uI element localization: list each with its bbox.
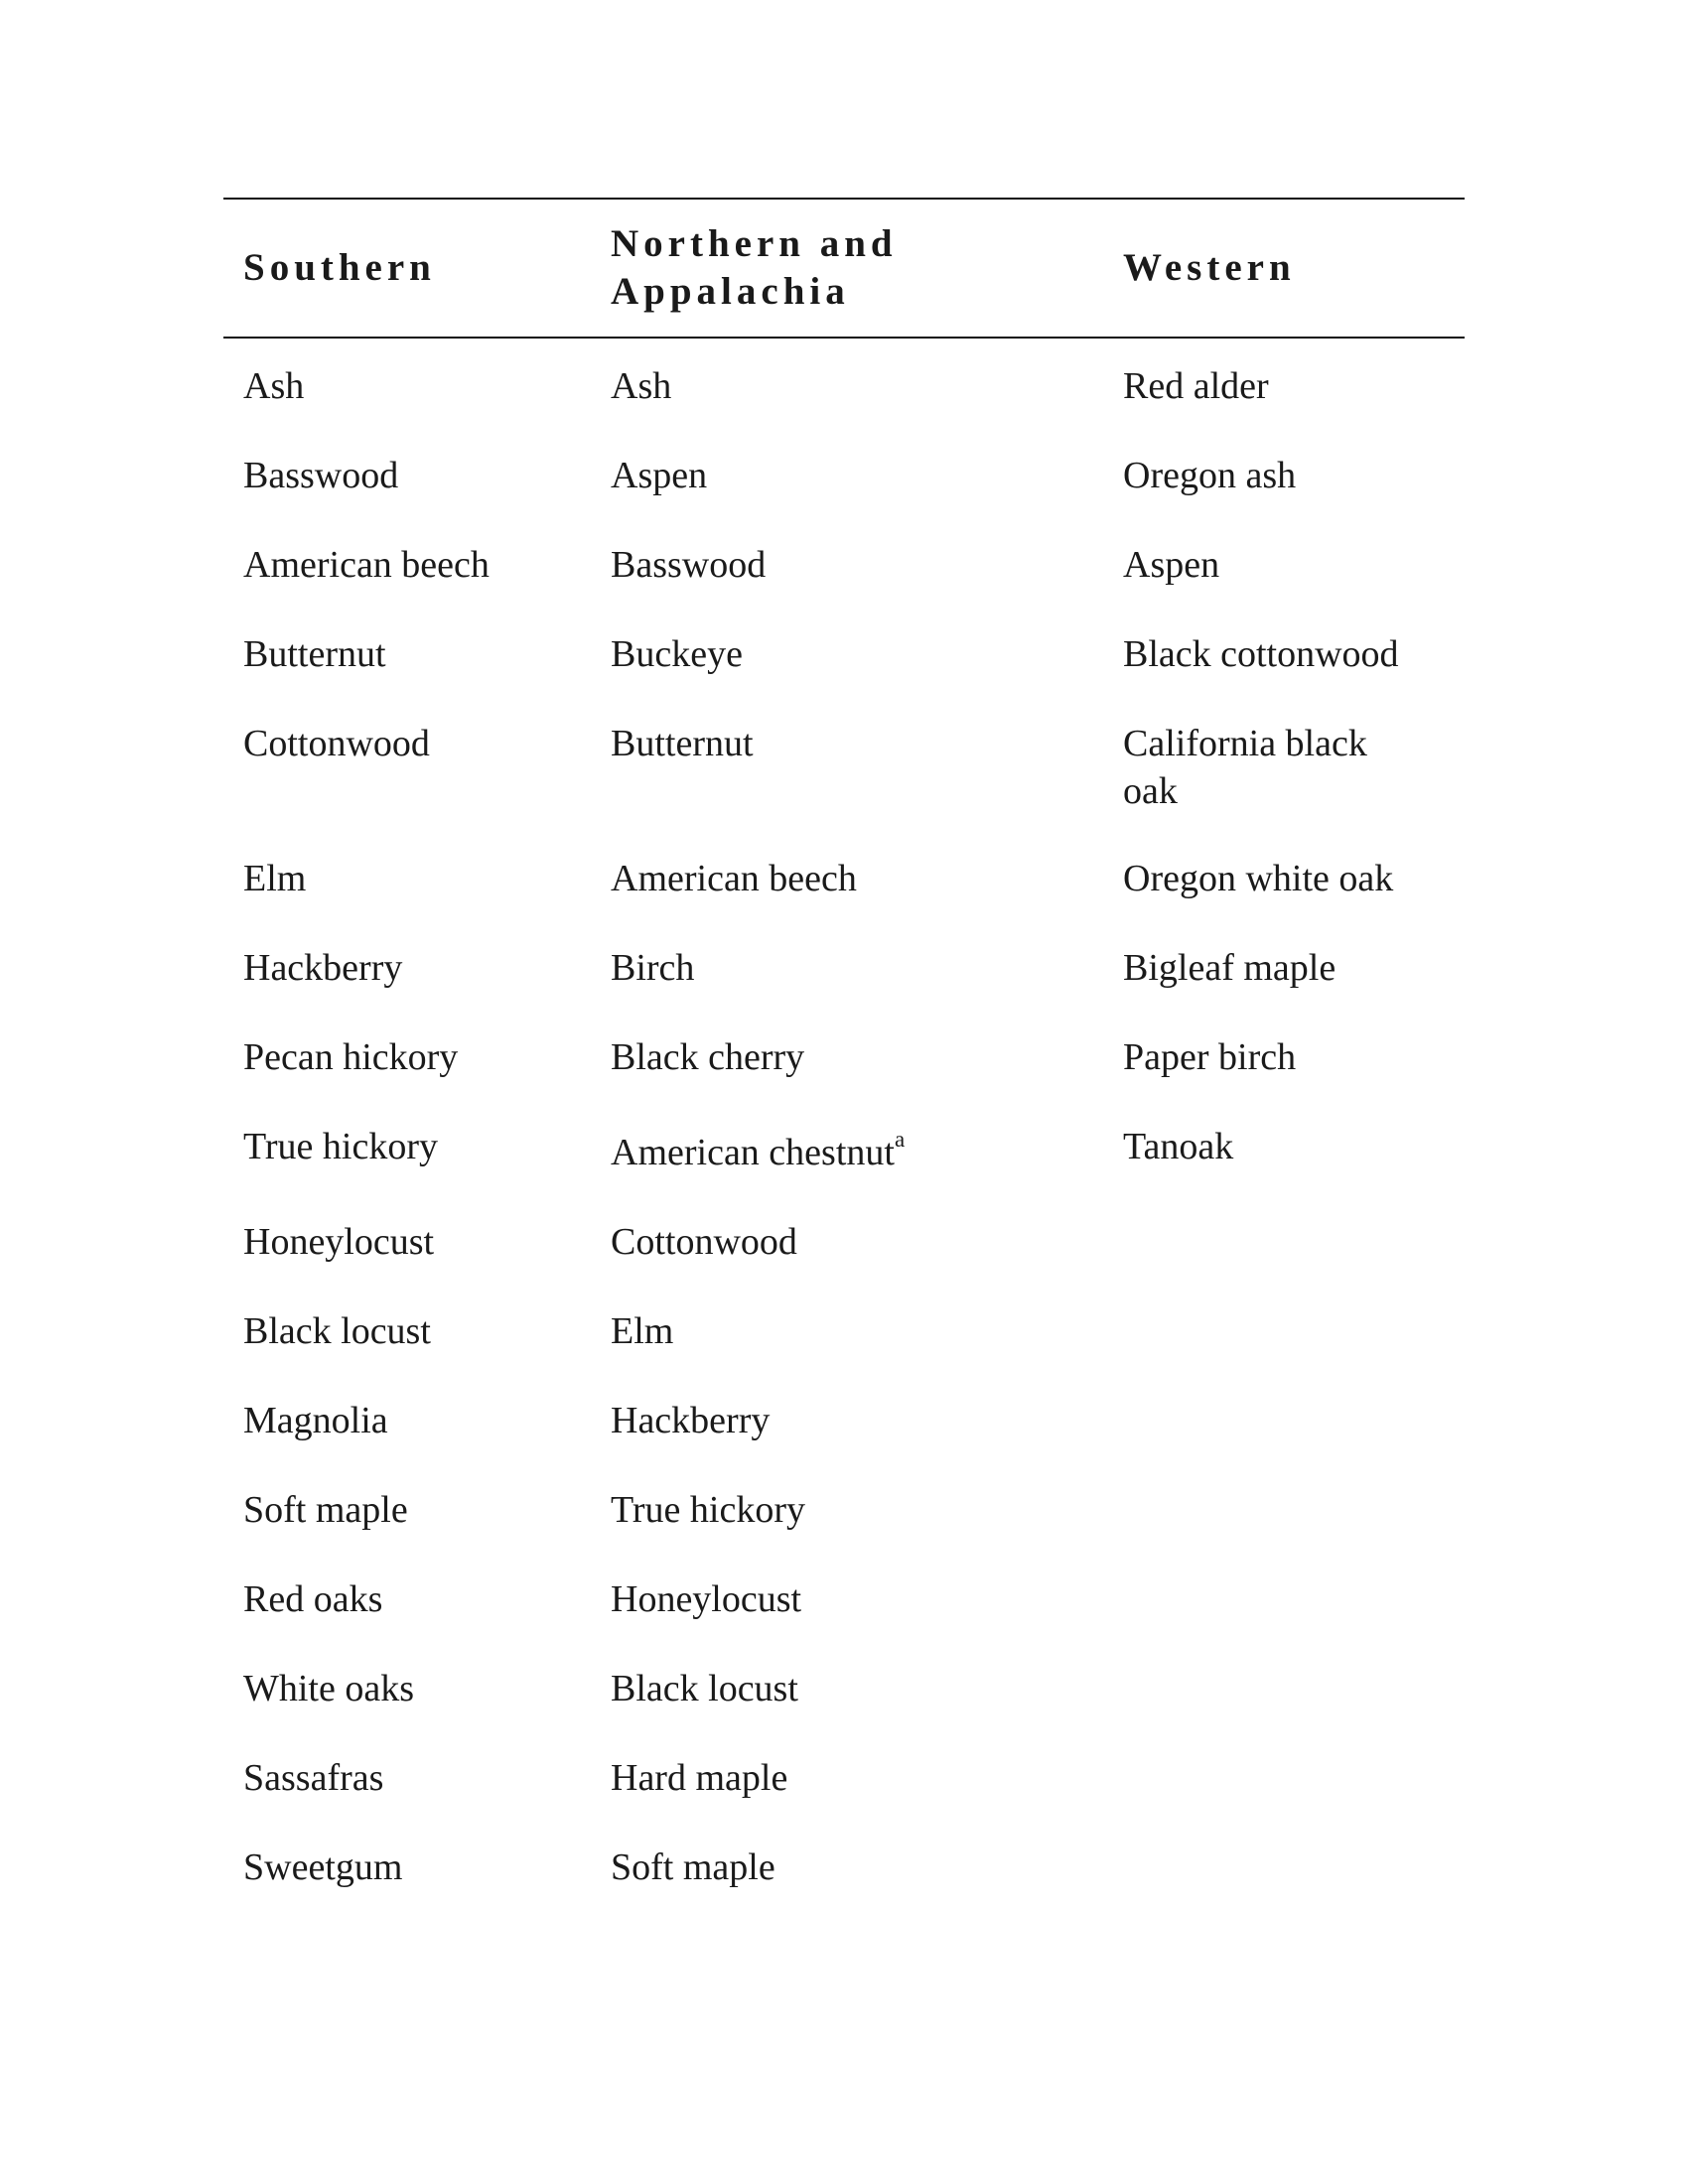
footnote-marker: a xyxy=(894,1127,906,1152)
southern-column xyxy=(243,362,591,1933)
table-cell: American beech xyxy=(611,858,857,899)
table-cell: True hickory xyxy=(243,1126,438,1167)
header-northern-appalachia: Northern and Appalachia xyxy=(611,222,898,313)
table-cell: Hard maple xyxy=(611,1757,788,1799)
table-cell: Oregon ash xyxy=(1123,455,1297,496)
table-cell: California black oak xyxy=(1123,723,1367,812)
table-cell: Soft maple xyxy=(611,1846,775,1888)
table-cell: Aspen xyxy=(611,455,708,496)
table-cell: Sassafras xyxy=(243,1757,384,1799)
table-cell: Black cherry xyxy=(611,1036,805,1078)
table-cell: Black locust xyxy=(611,1668,798,1709)
header-southern: Southern xyxy=(243,246,436,289)
table-cell-chestnut xyxy=(611,1129,1107,1218)
table-cell: Cottonwood xyxy=(611,1221,797,1263)
table-cell: Elm xyxy=(243,858,307,899)
table-cell: Butternut xyxy=(243,633,386,675)
table-cell: True hickory xyxy=(611,1489,805,1531)
table-cell: Black locust xyxy=(243,1310,431,1352)
table-cell: Buckeye xyxy=(611,633,743,675)
table-header-row xyxy=(223,200,1465,337)
table-cell: Hackberry xyxy=(243,947,403,989)
table-cell: Butternut xyxy=(611,723,754,764)
table-cell: Elm xyxy=(611,1310,674,1352)
northern-appalachia-column xyxy=(611,362,1107,1933)
chestnut-label: American chestnut xyxy=(611,1132,895,1173)
table-cell: Black cottonwood xyxy=(1123,633,1399,675)
table-cell: Magnolia xyxy=(243,1400,388,1441)
table-cell: Ash xyxy=(243,365,305,407)
table-cell: Honeylocust xyxy=(243,1221,435,1263)
table-cell: Paper birch xyxy=(1123,1036,1297,1078)
species-table xyxy=(223,198,1465,2046)
table-cell: Oregon white oak xyxy=(1123,858,1394,899)
table-cell: Pecan hickory xyxy=(243,1036,459,1078)
table-cell: Ash xyxy=(611,365,672,407)
table-cell: Soft maple xyxy=(243,1489,408,1531)
table-cell: Tanoak xyxy=(1123,1126,1234,1167)
table-cell: Red alder xyxy=(1123,365,1269,407)
table-cell: Cottonwood xyxy=(243,723,430,764)
table-cell: Bigleaf maple xyxy=(1123,947,1336,989)
table-cell: Basswood xyxy=(243,455,399,496)
header-western: Western xyxy=(1123,246,1296,289)
western-column xyxy=(1123,362,1461,1218)
table-cell: Red oaks xyxy=(243,1578,383,1620)
table-body xyxy=(223,339,1465,2046)
table-cell: Hackberry xyxy=(611,1400,771,1441)
table-cell: Aspen xyxy=(1123,544,1220,586)
table-cell: Sweetgum xyxy=(243,1846,403,1888)
table-cell: Basswood xyxy=(611,544,767,586)
table-cell: Honeylocust xyxy=(611,1578,802,1620)
table-cell: White oaks xyxy=(243,1668,415,1709)
table-cell: Birch xyxy=(611,947,695,989)
table-cell: American beech xyxy=(243,544,490,586)
